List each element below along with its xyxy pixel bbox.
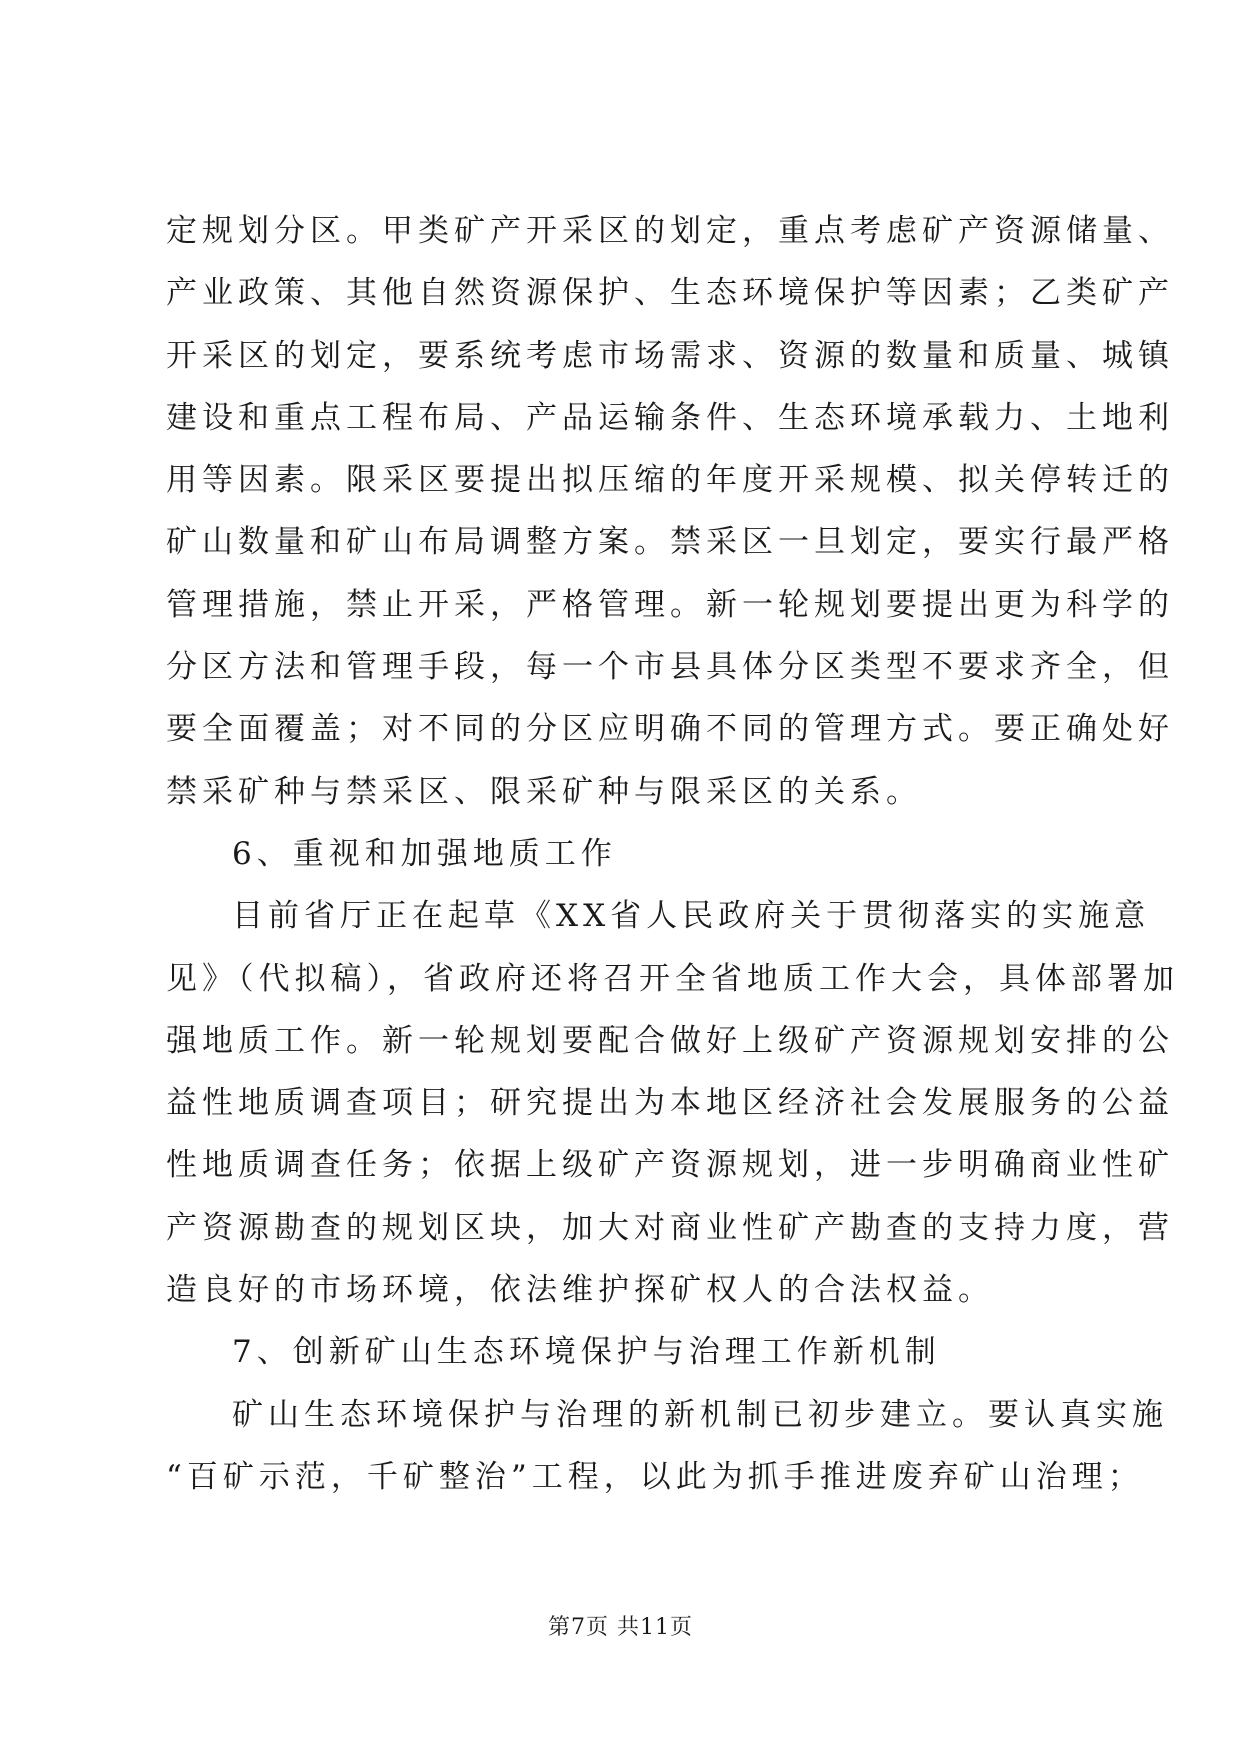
section-heading: 6、重视和加强地质工作	[232, 835, 617, 872]
paragraph-line: 性地质调查任务；依据上级矿产资源规划，进一步明确商业性矿	[166, 1147, 1174, 1184]
paragraph-line: 开采区的划定，要系统考虑市场需求、资源的数量和质量、城镇	[166, 337, 1174, 374]
paragraph-line: 管理措施，禁止开采，严格管理。新一轮规划要提出更为科学的	[166, 586, 1174, 623]
paragraph-line: 产业政策、其他自然资源保护、生态环境保护等因素；乙类矿产	[166, 275, 1174, 312]
paragraph-line: 益性地质调查项目；研究提出为本地区经济社会发展服务的公益	[166, 1085, 1174, 1122]
page-number-footer: 第7页 共11页	[548, 1615, 693, 1640]
paragraph-line: 定规划分区。甲类矿产开采区的划定，重点考虑矿产资源储量、	[166, 213, 1174, 249]
paragraph-line: 禁采矿种与禁采区、限采矿种与限采区的关系。	[166, 773, 922, 810]
paragraph-line: 见》（代拟稿），省政府还将召开全省地质工作大会，具体部署加	[166, 960, 1179, 997]
paragraph-line: 要全面覆盖；对不同的分区应明确不同的管理方式。要正确处好	[166, 711, 1174, 748]
paragraph-line: 分区方法和管理手段，每一个市县具体分区类型不要求齐全，但	[166, 649, 1174, 686]
section-heading: 7、创新矿山生态环境保护与治理工作新机制	[232, 1334, 941, 1371]
paragraph-line: 矿山数量和矿山布局调整方案。禁采区一旦划定，要实行最严格	[166, 524, 1174, 561]
paragraph-line: “百矿示范，千矿整治”工程，以此为抓手推进废弃矿山治理；	[166, 1458, 1144, 1495]
paragraph-line: 目前省厅正在起草《XX省人民政府关于贯彻落实的实施意	[232, 898, 1151, 935]
paragraph-line: 建设和重点工程布局、产品运输条件、生态环境承载力、土地利	[166, 399, 1174, 436]
paragraph-line: 产资源勘查的规划区块，加大对商业性矿产勘查的支持力度，营	[166, 1209, 1174, 1246]
paragraph-line: 造良好的市场环境，依法维护探矿权人的合法权益。	[166, 1272, 994, 1309]
paragraph-line: 矿山生态环境保护与治理的新机制已初步建立。要认真实施	[232, 1396, 1168, 1433]
paragraph-line: 用等因素。限采区要提出拟压缩的年度开采规模、拟关停转迁的	[166, 462, 1174, 499]
body-text	[166, 200, 1179, 1508]
paragraph-line: 强地质工作。新一轮规划要配合做好上级矿产资源规划安排的公	[166, 1022, 1174, 1059]
